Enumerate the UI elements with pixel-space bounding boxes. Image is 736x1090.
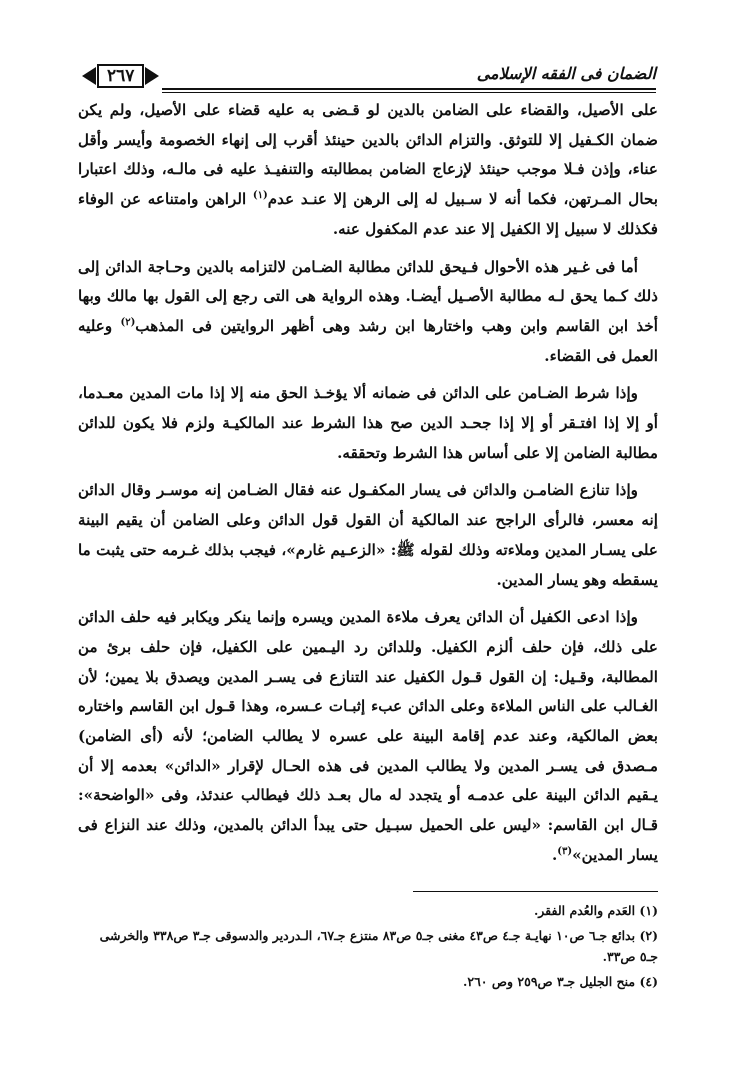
page-number: ٢٦٧ xyxy=(97,64,144,88)
footnotes xyxy=(78,900,658,996)
header-rule xyxy=(162,88,656,93)
footnote-separator xyxy=(413,891,658,892)
footnote: (٢) بدائع جـ٦ ص١٠ نهايـة جـ٤ ص٤٣ مغنى جـ٥ ص٨٣ منتزع جـ٦٧، الـدردير والدسوقى جـ٣ ص٣٣٨ والخرشى جـ٥ ص٣٣. xyxy=(99,928,658,964)
page-header xyxy=(70,58,656,94)
paragraph xyxy=(78,96,658,245)
paragraph-text: وإذا تنازع الضامـن والدائن فى يسار المكفـول عنه فقال الضـامن إنه موسـر وقال الدائن إنه معسر، فالرأى الراجح عند المالكية أن القول قول الدائن وعلى الضامن أن يقيم البينة على يسـار المدين وملاءته وذلك لقوله ﷺ: «الزعـيم غارم»، فيجب بذلك غـرمه حتى يثبت ما يسقطه وهو يسار المدين. xyxy=(78,481,658,589)
footnote-ref: (١) xyxy=(252,190,268,202)
footnote: (١) العَدم والعُدم الفقر. xyxy=(533,903,658,918)
left-arrow-ornament xyxy=(82,67,96,85)
paragraph xyxy=(78,476,658,595)
paragraph-tail: وعليه العمل فى القضاء. xyxy=(78,316,658,365)
body-text xyxy=(78,96,658,879)
paragraph-tail: الراهن وامتناعه عن الوفاء فكذلك لا سبيل إلا الكفيل إلا عند عدم المكفول عنه. xyxy=(78,190,658,238)
footnote-ref: (٢) xyxy=(120,316,136,328)
right-arrow-ornament xyxy=(145,67,159,85)
footnote: (٤) منح الجليل جـ٣ ص٢٥٩ وص ٢٦٠. xyxy=(463,974,658,989)
paragraph-text: على الأصيل، والقضاء على الضامن بالدين لو قـضى به عليه قضاء على الأصيل، ولم يكن ضمان الكـفيل إلا للتوثق. والتزام الدائن بالدين حينئذ أقرب إلى إنهاء الخصومة وأيسر وأقل عناء، وإذن فـلا موجب حينئذ لإزعاج الضامن بمطالبته والتنفيـذ عليه فى مالـه، وذلك اعتبارا بحال المـرتهن، فكما أنه لا سـبيل له إلى الرهن إلا عنـد عدم xyxy=(78,101,658,209)
paragraph-text: وإذا ادعى الكفيل أن الدائن يعرف ملاءة المدين ويسره وإنما ينكر ويكابر فيه حلف الدائن على ذلك، فإن حلف ألزم الكفيل. وللدائن رد اليـمين على الكفيل، فإن حلف برئ من المطالبة، وقـيل: إن القول قـول الكفيل عند التنازع فى يسـر المدين ويصدق بلا يمين؛ لأن الغـالب على الناس الملاءة وعلى الدائن عبء إثبـات عـسره، وهذا قـول ابن القاسم واختاره بعض المالكية، وعند عدم إقامة البينة على عسره لا يطالب الضامن؛ لأنه (أى الضامن) مـصدق فى يسـر المدين ولا يطالب المدين فى هذه الحـال لإقرار «الدائن» بعدمه إلا أن يـقيم الدائن البينة على عدمـه أو يتجدد له مال بعـد ذلك فيطالب عندئذ، وفى «الواضحة»: قـال ابن القاسم: «ليس على الحميل سبـيل حتى يبدأ الدائن بالمدين، وذلك عند النزاع فى يسار المدين» xyxy=(78,608,658,864)
paragraph-text: وإذا شرط الضـامن على الدائن فى ضمانه ألا يؤخـذ الحق منه إلا إذا مات المدين معـدما، أو إلا إذا افتـقر أو إلا إذا جحـد الدين صح هذا الشرط عند المالكيـة ولزم فلا يكون للدائن مطالبة الضامن إلا على أساس هذا الشرط وتحققه. xyxy=(78,384,658,462)
paragraph xyxy=(78,603,658,870)
paragraph-text: أما فى غـير هذه الأحوال فـيحق للدائن مطالبة الضـامن لالتزامه بالدين وحـاجة الدائن إلى ذلك كـما يحق لـه مطالبة الأصـيل أيضـا. وهذه الرواية هى التى رجع إلى القول بها مالك وبها أخذ ابن القاسم وابن وهب واختارها ابن رشد وهى أظهر الروايتين فى المذهب xyxy=(78,257,659,335)
footnote-ref: (٣) xyxy=(557,845,573,857)
paragraph-tail: . xyxy=(551,845,558,864)
running-title: الضمان فى الفقه الإسلامى xyxy=(476,64,656,83)
paragraph xyxy=(78,379,658,468)
paragraph xyxy=(78,253,658,372)
page-number-box xyxy=(82,64,159,88)
